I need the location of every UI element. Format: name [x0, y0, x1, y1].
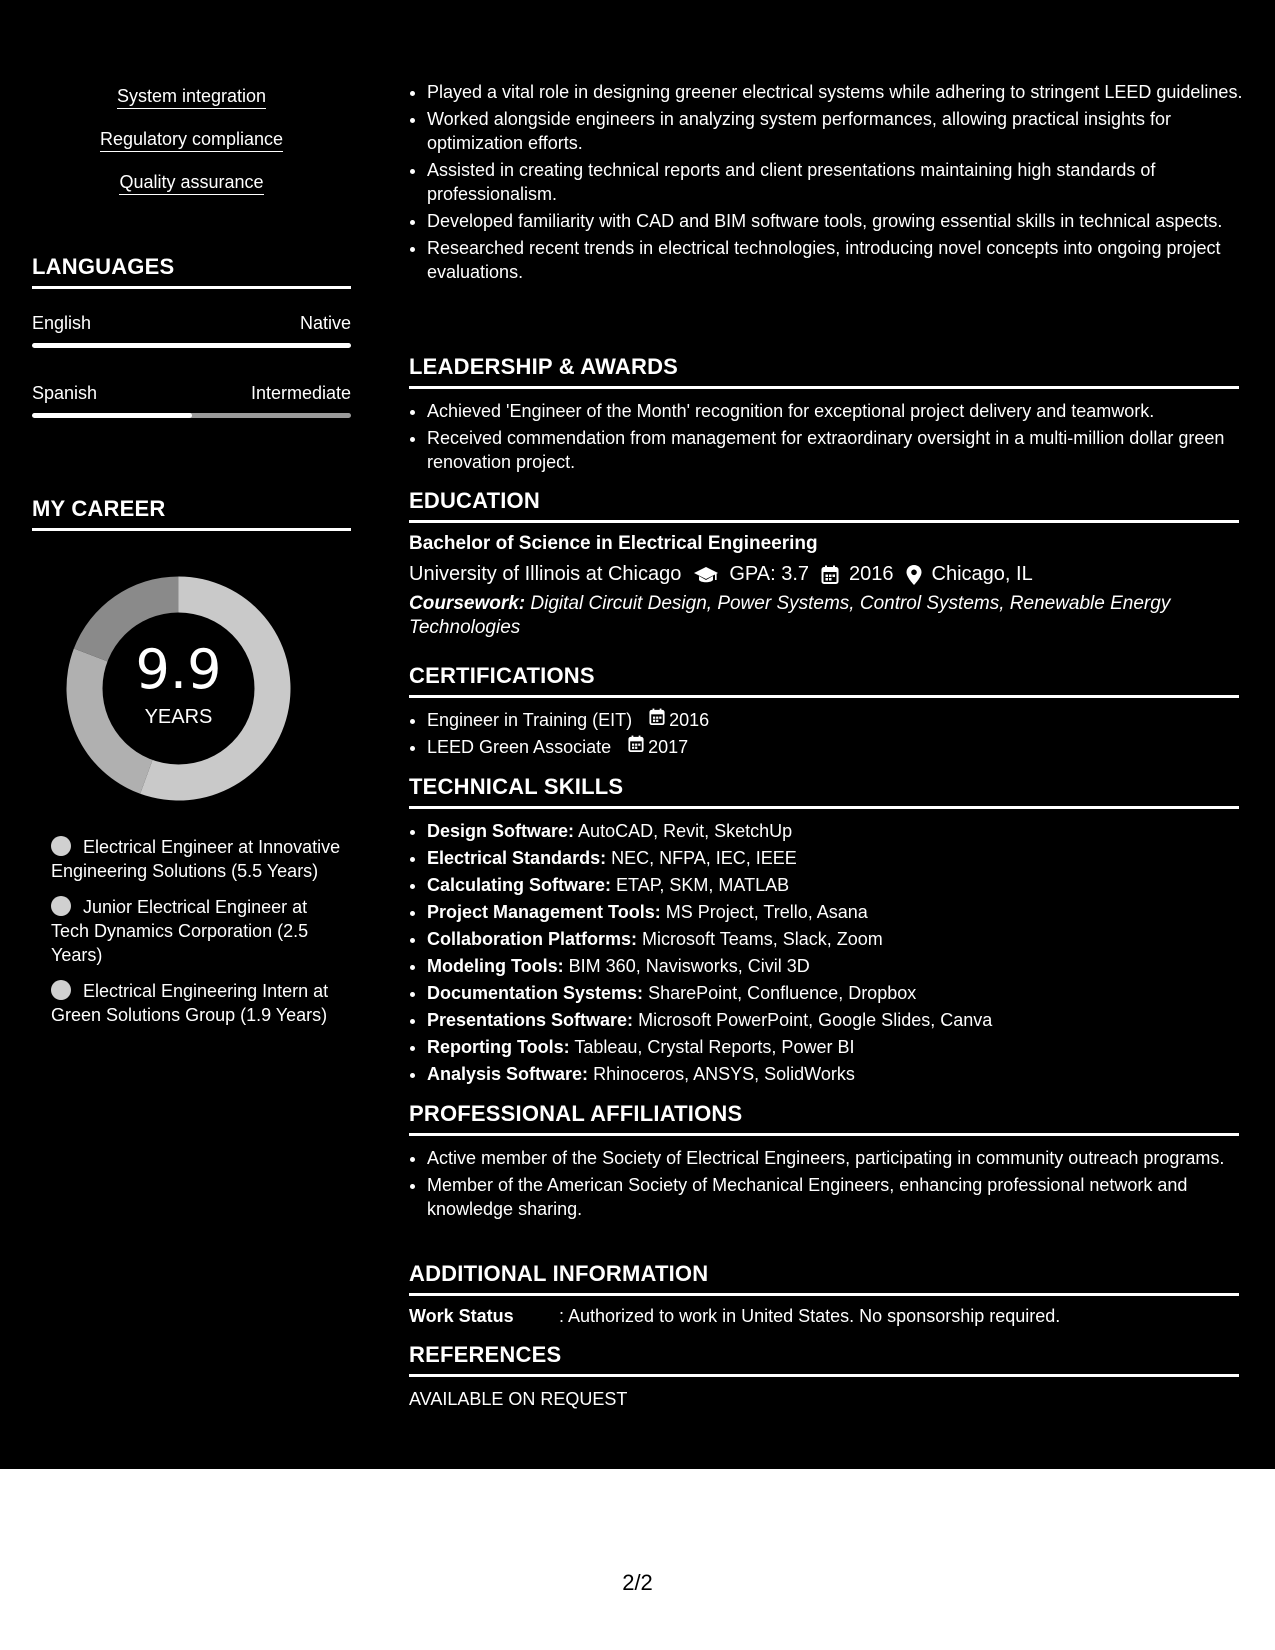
leadership-heading: LEADERSHIP & AWARDS — [409, 354, 1239, 389]
skill-item: Regulatory compliance — [100, 129, 283, 152]
language-name: English — [32, 313, 92, 333]
affiliation-item: • Member of the American Society of Mechanical Engineers, enhancing professional network and knowledge sharing. — [427, 1173, 1239, 1221]
experience-bullets — [409, 80, 1257, 287]
education-details — [409, 563, 1239, 586]
career-total-unit: YEARS — [144, 706, 213, 728]
school-name: University of Illinois at Chicago — [409, 563, 682, 585]
certification-item: • Engineer in Training (EIT) 2016 — [427, 708, 1239, 732]
tech-skill-item: • Analysis Software: Rhinoceros, ANSYS, SolidWorks — [427, 1062, 1239, 1086]
career-item: Electrical Engineer at Innovative Engineering Solutions (5.5 Years) — [51, 837, 341, 881]
career-dot-icon — [51, 980, 71, 1000]
degree: Bachelor of Science in Electrical Engineering — [409, 533, 818, 554]
experience-bullet: • Played a vital role in designing greener electrical systems while adhering to stringent LEED guidelines. — [427, 80, 1257, 104]
language-level: Intermediate — [250, 383, 351, 403]
career-donut-chart — [66, 576, 291, 801]
skills-list — [32, 86, 351, 215]
career-dot-icon — [51, 896, 71, 916]
references-text: AVAILABLE ON REQUEST — [409, 1389, 628, 1409]
experience-bullet: • Researched recent trends in electrical technologies, introducing novel concepts into ongoing project evaluations. — [427, 236, 1257, 284]
languages-heading: LANGUAGES — [32, 254, 351, 289]
affiliation-item: • Active member of the Society of Electrical Engineers, participating in community outreach programs. — [427, 1146, 1239, 1170]
affiliations-section — [409, 1101, 1239, 1224]
work-status-row — [409, 1306, 1239, 1327]
school-location: Chicago, IL — [931, 563, 1033, 585]
certification-year: 2016 — [669, 710, 710, 730]
certification-item: • LEED Green Associate 2017 — [427, 735, 1239, 759]
leadership-item: • Achieved 'Engineer of the Month' recognition for exceptional project delivery and teamwork. — [427, 399, 1239, 423]
language-proficiency-bar — [32, 343, 351, 348]
career-list — [51, 835, 341, 1039]
language-level: Native — [299, 313, 351, 333]
calendar-icon — [649, 708, 665, 732]
graduation-cap-icon — [693, 565, 719, 585]
additional-info-section — [409, 1261, 1239, 1327]
tech-skill-item: • Modeling Tools: BIM 360, Navisworks, Civil 3D — [427, 954, 1239, 978]
calendar-icon — [628, 735, 644, 759]
leadership-item: • Received commendation from management for extraordinary oversight in a multi-million dollar green renovation project. — [427, 426, 1239, 474]
coursework-list: Digital Circuit Design, Power Systems, Control Systems, Renewable Energy Technologies — [409, 593, 1171, 638]
certification-year: 2017 — [648, 737, 689, 757]
graduation-year: 2016 — [849, 563, 894, 585]
career-heading: MY CAREER — [32, 496, 351, 531]
language-row — [32, 313, 351, 334]
language-row — [32, 383, 351, 404]
career-total-value: 9.9 — [135, 638, 222, 701]
coursework — [409, 592, 1239, 640]
career-dot-icon — [51, 836, 71, 856]
leadership-section — [409, 354, 1239, 477]
tech-skill-item: • Reporting Tools: Tableau, Crystal Reports, Power BI — [427, 1035, 1239, 1059]
tech-skill-item: • Electrical Standards: NEC, NFPA, IEC, IEEE — [427, 846, 1239, 870]
education-heading: EDUCATION — [409, 488, 1239, 523]
tech-skill-item: • Collaboration Platforms: Microsoft Teams, Slack, Zoom — [427, 927, 1239, 951]
language-proficiency-fill — [32, 413, 192, 418]
references-heading: REFERENCES — [409, 1342, 1239, 1377]
tech-skill-item: • Project Management Tools: MS Project, Trello, Asana — [427, 900, 1239, 924]
language-proficiency-bar — [32, 413, 351, 418]
calendar-icon — [821, 565, 839, 585]
experience-bullet: • Assisted in creating technical reports and client presentations maintaining high standards of professionalism. — [427, 158, 1257, 206]
page-number: 2/2 — [622, 1570, 653, 1595]
location-pin-icon — [906, 565, 922, 585]
certifications-heading: CERTIFICATIONS — [409, 663, 1239, 698]
experience-bullet: • Worked alongside engineers in analyzing system performances, allowing practical insights for optimization efforts. — [427, 107, 1257, 155]
references-section — [409, 1342, 1239, 1410]
technical-skills-list — [409, 819, 1239, 1086]
skill-item: Quality assurance — [119, 172, 263, 195]
tech-skill-item: • Presentations Software: Microsoft PowerPoint, Google Slides, Canva — [427, 1008, 1239, 1032]
work-status-value: : Authorized to work in United States. No sponsorship required. — [559, 1306, 1061, 1326]
gpa: GPA: 3.7 — [729, 563, 810, 585]
tech-skill-item: • Documentation Systems: SharePoint, Confluence, Dropbox — [427, 981, 1239, 1005]
technical-skills-heading: TECHNICAL SKILLS — [409, 774, 1239, 809]
skill-item: System integration — [117, 86, 266, 109]
language-name: Spanish — [32, 383, 98, 403]
technical-skills-section — [409, 774, 1239, 1089]
career-item: Electrical Engineering Intern at Green Solutions Group (1.9 Years) — [51, 981, 329, 1025]
work-status-label: Work Status — [409, 1306, 514, 1326]
experience-bullet: • Developed familiarity with CAD and BIM software tools, growing essential skills in technical aspects. — [427, 209, 1257, 233]
language-proficiency-fill — [32, 343, 351, 348]
certifications-section — [409, 663, 1239, 762]
tech-skill-item: • Design Software: AutoCAD, Revit, SketchUp — [427, 819, 1239, 843]
education-section — [409, 488, 1239, 640]
tech-skill-item: • Calculating Software: ETAP, SKM, MATLAB — [427, 873, 1239, 897]
career-item: Junior Electrical Engineer at Tech Dynamics Corporation (2.5 Years) — [51, 897, 309, 965]
additional-info-heading: ADDITIONAL INFORMATION — [409, 1261, 1239, 1296]
coursework-label: Coursework: — [409, 593, 526, 614]
affiliations-heading: PROFESSIONAL AFFILIATIONS — [409, 1101, 1239, 1136]
